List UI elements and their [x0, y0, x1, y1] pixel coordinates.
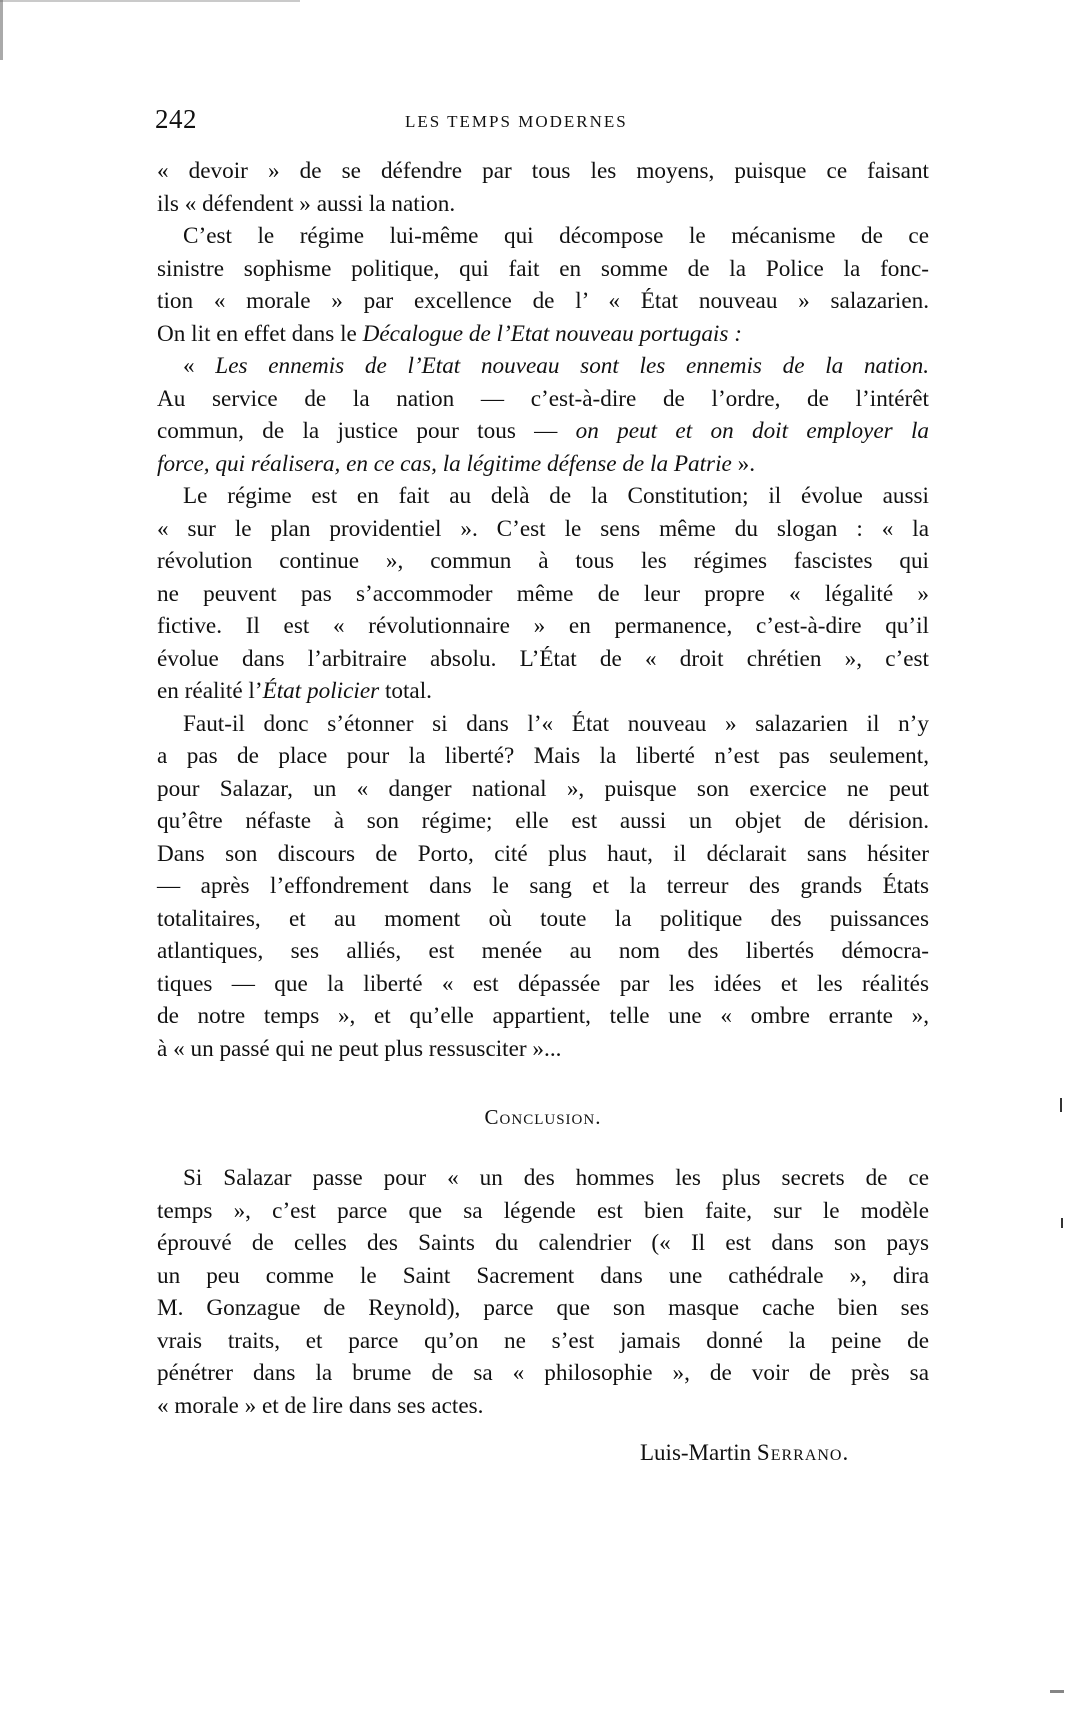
- text-line: C’est le régime lui-même qui décompose le mécanisme de ce: [183, 223, 929, 249]
- text-line: fictive. Il est « révolutionnaire » en permanence, c’est-à-dire qu’il: [157, 613, 929, 639]
- text-line: « sur le plan providentiel ». C’est le sens même du slogan : « la: [157, 515, 929, 542]
- author-first-name: Luis-Martin: [640, 1440, 757, 1465]
- text-line: [157, 350, 929, 383]
- text-line: [157, 318, 929, 351]
- text-line: Dans son discours de Porto, cité plus haut, il déclarait sans hésiter: [157, 840, 929, 867]
- text-line: de notre temps », et qu’elle appartient, telle une « ombre errante »,: [157, 1003, 929, 1029]
- quote-close: ».: [731, 450, 755, 477]
- text-span: en réalité l’: [157, 678, 263, 704]
- text-line: sinistre sophisme politique, qui fait en somme de la Police la fonc-: [157, 255, 929, 282]
- book-title: Décalogue de l’Etat nouveau portugais :: [362, 320, 742, 347]
- text-span: total.: [379, 678, 432, 704]
- text-line: Si Salazar passe pour « un des hommes les plus secrets de ce: [183, 1165, 929, 1191]
- emphasis-italic: État policier: [262, 678, 380, 704]
- text-line: éprouvé de celles des Saints du calendrier (« Il est dans son pays: [157, 1230, 929, 1256]
- text-line: à « un passé qui ne peut plus ressusciter »...: [157, 1035, 562, 1062]
- text-line: révolution continue », commun à tous les régimes fascistes qui: [157, 548, 929, 574]
- text-line: « devoir » de se défendre par tous les moyens, puisque ce faisant: [157, 158, 929, 184]
- text-span: commun, de la justice pour tous —: [157, 418, 576, 444]
- text-line: [157, 448, 929, 481]
- author-surname: Serrano.: [756, 1440, 850, 1465]
- text-line: qu’être néfaste à son régime; elle est aussi un objet de dérision.: [157, 808, 929, 834]
- text-line: vrais traits, et parce qu’on ne s’est jamais donné la peine de: [157, 1327, 929, 1354]
- scan-edge-top: [0, 0, 300, 2]
- page-header: [155, 104, 929, 140]
- conclusion-text: [157, 1162, 929, 1422]
- text-span: On lit en effet dans le: [157, 320, 363, 347]
- text-line: Le régime est en fait au delà de la Constitution; il évolue aussi: [183, 483, 929, 509]
- text-line: M. Gonzague de Reynold), parce que son masque cache bien ses: [157, 1295, 929, 1321]
- text-line: [157, 415, 929, 448]
- scan-edge-left: [0, 0, 3, 60]
- author-signature: [640, 1440, 849, 1466]
- section-heading: Conclusion.: [484, 1105, 602, 1129]
- quote-italic: on peut et on doit employer la: [575, 418, 929, 444]
- quote-italic: Les ennemis de l’Etat nouveau sont les ennemis de la nation.: [215, 353, 930, 379]
- scan-mark: [1060, 1098, 1062, 1112]
- text-line: évolue dans l’arbitraire absolu. L’État de « droit chrétien », c’est: [157, 645, 929, 672]
- quote-italic: force, qui réalisera, en ce cas, la légitime défense de la Patrie: [157, 450, 732, 477]
- text-line: temps », c’est parce que sa légende est bien faite, sur le modèle: [157, 1197, 929, 1224]
- text-line: Au service de la nation — c’est-à-dire de l’ordre, de l’intérêt: [157, 385, 929, 412]
- text-line: tiques — que la liberté « est dépassée par les idées et les réalités: [157, 970, 929, 997]
- text-line: pénétrer dans la brume de sa « philosophie », de voir de près sa: [157, 1360, 929, 1386]
- text-line: « morale » et de lire dans ses actes.: [157, 1392, 484, 1419]
- quote-open: «: [183, 353, 216, 379]
- text-line: ne peuvent pas s’accommoder même de leur propre « légalité »: [157, 580, 929, 607]
- page-number: 242: [155, 104, 197, 134]
- text-line: a pas de place pour la liberté? Mais la liberté n’est pas seulement,: [157, 743, 929, 769]
- text-line: pour Salazar, un « danger national », puisque son exercice ne peut: [157, 775, 929, 802]
- text-line: ils « défendent » aussi la nation.: [157, 190, 456, 217]
- text-line: [157, 675, 929, 708]
- text-line: totalitaires, et au moment où toute la politique des puissances: [157, 905, 929, 932]
- text-line: — après l’effondrement dans le sang et la terreur des grands États: [157, 873, 929, 899]
- text-line: un peu comme le Saint Sacrement dans une cathédrale », dira: [157, 1262, 929, 1289]
- text-line: tion « morale » par excellence de l’ « État nouveau » salazarien.: [157, 288, 929, 314]
- running-title: LES TEMPS MODERNES: [405, 112, 628, 131]
- scan-mark: [1050, 1690, 1064, 1693]
- text-line: atlantiques, ses alliés, est menée au nom des libertés démocra-: [157, 938, 929, 964]
- body-text: [157, 155, 929, 1065]
- scan-mark: [1061, 1218, 1063, 1228]
- text-line: Faut-il donc s’étonner si dans l’« État nouveau » salazarien il n’y: [183, 710, 929, 737]
